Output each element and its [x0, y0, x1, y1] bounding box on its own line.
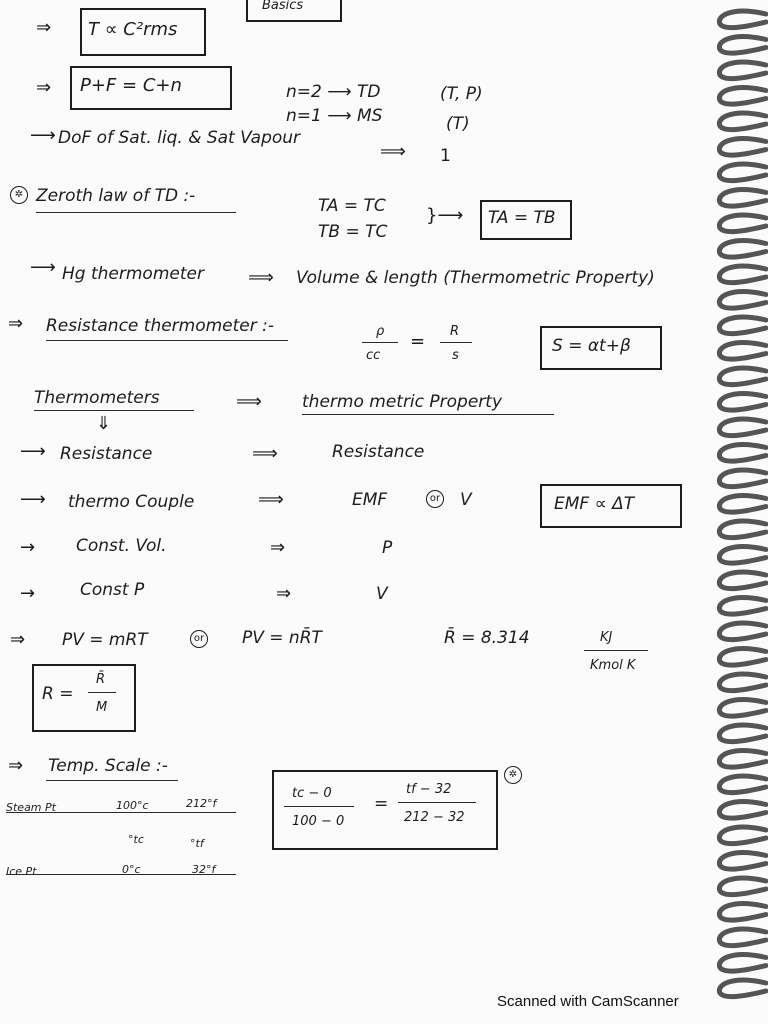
- steam-f: 212°f: [186, 797, 217, 810]
- ice-c: 0°c: [122, 863, 141, 876]
- zeroth-eq1: TA = TC: [318, 196, 386, 216]
- resistance-relation: S = αt+β: [552, 336, 631, 356]
- spiral-coil: [719, 37, 766, 54]
- or-circle: or: [426, 490, 444, 508]
- phase-rule: P+F = C+n: [80, 75, 182, 96]
- spiral-coil: [719, 725, 766, 742]
- hg-thermometer: Hg thermometer: [62, 264, 204, 284]
- basics-tab-label: Basics: [262, 0, 304, 13]
- zeroth-title: Zeroth law of TD :-: [36, 186, 196, 206]
- row2-v: V: [460, 490, 472, 510]
- frac1-bar: [362, 342, 398, 343]
- spiral-coil: [719, 62, 766, 79]
- frac2-num: R: [450, 324, 460, 339]
- resistance-thermometer-title: Resistance thermometer :-: [46, 316, 275, 336]
- spiral-coil: [719, 496, 766, 513]
- spiral-binding: [712, 0, 768, 1000]
- gas-rbar: R̄ = 8.314: [444, 628, 530, 648]
- spiral-coil: [719, 419, 766, 436]
- spiral-coil: [719, 445, 766, 462]
- spiral-coil: [719, 470, 766, 487]
- spiral-coil: [719, 649, 766, 666]
- formula-den1: 100 − 0: [292, 814, 345, 829]
- down-arrow: ⇓: [96, 413, 112, 434]
- zeroth-underline: [36, 212, 236, 213]
- spiral-coil: [719, 802, 766, 819]
- gas-unit-bar: [584, 650, 648, 651]
- gas-eq1: PV = mRT: [62, 630, 148, 650]
- formula-equals: =: [374, 794, 389, 814]
- hg-property: Volume & length (Thermometric Property): [296, 268, 655, 288]
- mid-f: °tf: [190, 837, 204, 850]
- right-arrow: ⟶: [20, 441, 46, 462]
- rms-relation: T ∝ C²rms: [88, 19, 178, 40]
- implies-arrow: ⇒: [10, 629, 26, 650]
- implies-arrow: ⟹: [258, 489, 284, 510]
- implies-arrow: ⟹: [236, 391, 262, 412]
- ice-line: [6, 874, 236, 875]
- spiral-coil: [719, 266, 766, 283]
- spiral-coil: [719, 139, 766, 156]
- dof-statement: DoF of Sat. liq. & Sat Vapour: [58, 128, 301, 148]
- spiral-coil: [719, 521, 766, 538]
- resistance-underline: [46, 340, 288, 341]
- property-underline: [302, 414, 554, 415]
- dof-value: 1: [440, 146, 451, 166]
- spiral-coil: [719, 929, 766, 946]
- implies-arrow: ⟹: [248, 267, 274, 288]
- formula-bar1: [284, 806, 354, 807]
- spiral-coil: [719, 368, 766, 385]
- right-arrow: ⟶: [20, 489, 46, 510]
- spiral-coil: [719, 598, 766, 615]
- frac1-den: cc: [366, 348, 381, 363]
- right-arrow: ⟶: [30, 125, 56, 146]
- formula-num1: tc − 0: [292, 786, 332, 801]
- thermometers-head: Thermometers: [34, 388, 160, 408]
- gas-unit-den: Kmol K: [590, 658, 636, 673]
- spiral-coil: [719, 572, 766, 589]
- spiral-coil: [719, 241, 766, 258]
- mid-c: °tc: [128, 833, 144, 846]
- implies-arrow: ⇒: [270, 537, 286, 558]
- n1-line: n=1 ⟶ MS: [286, 106, 383, 126]
- r-lhs: R =: [42, 684, 74, 704]
- row4-right: V: [376, 584, 388, 604]
- frac2-den: s: [452, 348, 459, 363]
- r-num: R̄: [96, 672, 106, 687]
- temp-scale-underline: [46, 780, 178, 781]
- right-arrow: ⟶: [30, 257, 56, 278]
- spiral-coil: [719, 623, 766, 640]
- steam-pt-label: Steam Pt: [6, 801, 56, 814]
- row1-left: Resistance: [60, 444, 153, 464]
- spiral-coil: [719, 215, 766, 232]
- steam-line: [6, 812, 236, 813]
- formula-num2: tf − 32: [406, 782, 452, 797]
- spiral-coil: [719, 776, 766, 793]
- spiral-coil: [719, 700, 766, 717]
- n2-note: (T, P): [440, 84, 483, 104]
- spiral-coil: [719, 674, 766, 691]
- frac2-bar: [440, 342, 472, 343]
- spiral-coil: [719, 317, 766, 334]
- formula-den2: 212 − 32: [404, 810, 465, 825]
- ice-pt-label: Ice Pt: [6, 865, 37, 878]
- row3-left: Const. Vol.: [76, 536, 167, 556]
- n2-line: n=2 ⟶ TD: [286, 82, 381, 102]
- row2-right: EMF: [352, 490, 388, 510]
- implies-arrow: ⟹: [380, 141, 406, 162]
- row2-left: thermo Couple: [68, 492, 195, 512]
- spiral-coil: [719, 113, 766, 130]
- row3-right: P: [382, 538, 393, 558]
- frac1-num: ρ: [376, 324, 385, 339]
- gas-eq2: PV = nR̄T: [242, 628, 322, 648]
- implies-arrow: ⇒: [8, 313, 24, 334]
- implies-arrow: ⇒: [8, 755, 24, 776]
- row4-left: Const P: [80, 580, 145, 600]
- spiral-coil: [719, 190, 766, 207]
- spiral-coil: [719, 904, 766, 921]
- spiral-coil: [719, 955, 766, 972]
- spiral-coil: [719, 164, 766, 181]
- spiral-coil: [719, 827, 766, 844]
- zeroth-result: TA = TB: [488, 208, 556, 228]
- r-den: M: [96, 700, 108, 715]
- temp-scale-title: Temp. Scale :-: [48, 756, 168, 776]
- star-circle-icon: ✲: [10, 186, 28, 204]
- spiral-coil: [719, 394, 766, 411]
- spiral-coil: [719, 11, 766, 28]
- formula-bar2: [398, 802, 476, 803]
- right-arrow: →: [20, 583, 36, 604]
- ice-f: 32°f: [192, 863, 216, 876]
- spiral-coil: [719, 853, 766, 870]
- bracket-arrow: }⟶: [426, 205, 464, 226]
- thermometers-underline: [34, 410, 194, 411]
- spiral-coil: [719, 547, 766, 564]
- spiral-coil: [719, 751, 766, 768]
- steam-c: 100°c: [116, 799, 149, 812]
- right-arrow: →: [20, 537, 36, 558]
- row1-right: Resistance: [332, 442, 425, 462]
- property-head: thermo metric Property: [302, 392, 503, 412]
- implies-arrow: ⇒: [276, 583, 292, 604]
- spiral-coil: [719, 343, 766, 360]
- implies-arrow: ⟹: [252, 443, 278, 464]
- n1-note: (T): [446, 114, 470, 134]
- r-bar: [88, 692, 116, 693]
- implies-arrow: ⇒: [36, 77, 52, 98]
- spiral-coil: [719, 980, 766, 997]
- or-circle: or: [190, 630, 208, 648]
- equals-sign: =: [410, 331, 426, 352]
- gas-unit-num: KJ: [600, 630, 613, 645]
- implies-arrow: ⇒: [36, 17, 52, 38]
- star-circle-icon: ✲: [504, 766, 522, 784]
- spiral-coil: [719, 88, 766, 105]
- spiral-coil: [719, 878, 766, 895]
- emf-relation: EMF ∝ ΔT: [554, 494, 635, 514]
- spiral-coil: [719, 292, 766, 309]
- zeroth-eq2: TB = TC: [318, 222, 388, 242]
- scanner-watermark: Scanned with CamScanner: [497, 993, 679, 1010]
